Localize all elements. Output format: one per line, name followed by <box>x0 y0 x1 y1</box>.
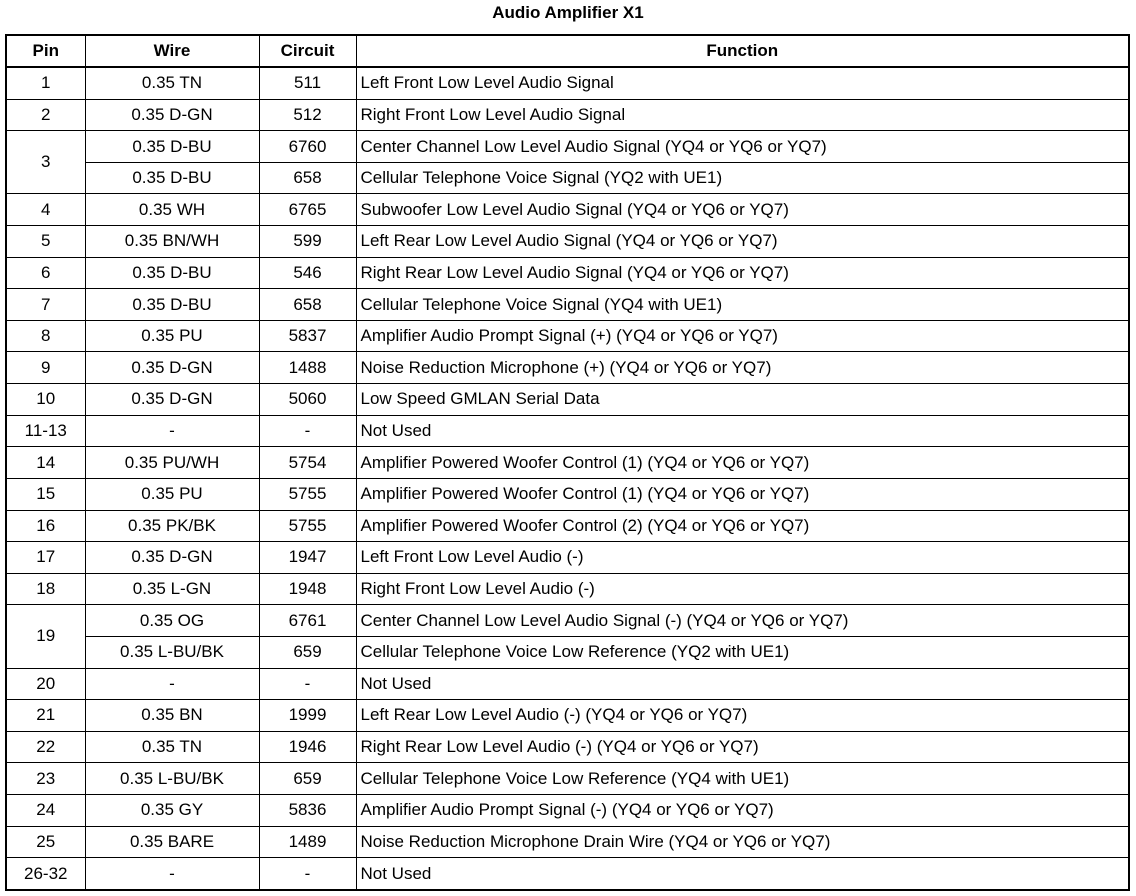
table-row <box>6 352 1129 384</box>
wire-cell: 0.35 L-BU/BK <box>85 763 259 795</box>
circuit-cell: - <box>259 668 356 700</box>
pin-cell: 10 <box>6 384 85 416</box>
pin-cell: 22 <box>6 731 85 763</box>
wire-cell: 0.35 D-GN <box>85 542 259 574</box>
function-cell: Center Channel Low Level Audio Signal (-) (YQ4 or YQ6 or YQ7) <box>356 605 1129 637</box>
pin-cell: 2 <box>6 99 85 131</box>
function-cell: Subwoofer Low Level Audio Signal (YQ4 or YQ6 or YQ7) <box>356 194 1129 226</box>
function-cell: Noise Reduction Microphone Drain Wire (YQ4 or YQ6 or YQ7) <box>356 826 1129 858</box>
table-row <box>6 447 1129 479</box>
function-cell: Amplifier Powered Woofer Control (2) (YQ4 or YQ6 or YQ7) <box>356 510 1129 542</box>
function-cell: Right Rear Low Level Audio Signal (YQ4 or YQ6 or YQ7) <box>356 257 1129 289</box>
wire-cell: 0.35 D-BU <box>85 131 259 163</box>
wire-cell: 0.35 TN <box>85 67 259 99</box>
function-cell: Amplifier Powered Woofer Control (1) (YQ4 or YQ6 or YQ7) <box>356 478 1129 510</box>
pin-cell: 26-32 <box>6 858 85 890</box>
pin-cell: 5 <box>6 226 85 258</box>
wire-cell: 0.35 TN <box>85 731 259 763</box>
page-title: Audio Amplifier X1 <box>492 3 644 22</box>
circuit-cell: 1948 <box>259 573 356 605</box>
wire-column-header: Wire <box>85 35 259 67</box>
wire-cell: 0.35 BARE <box>85 826 259 858</box>
table-row <box>6 257 1129 289</box>
table-row <box>6 131 1129 163</box>
table-row <box>6 320 1129 352</box>
pin-cell: 4 <box>6 194 85 226</box>
wire-cell: 0.35 D-GN <box>85 384 259 416</box>
table-body <box>6 67 1129 890</box>
wire-cell: - <box>85 858 259 890</box>
function-cell: Right Front Low Level Audio Signal <box>356 99 1129 131</box>
circuit-cell: 659 <box>259 763 356 795</box>
wire-cell: - <box>85 668 259 700</box>
circuit-cell: 511 <box>259 67 356 99</box>
pin-cell: 18 <box>6 573 85 605</box>
table-row <box>6 826 1129 858</box>
function-cell: Not Used <box>356 668 1129 700</box>
table-row <box>6 542 1129 574</box>
wire-cell: 0.35 L-BU/BK <box>85 636 259 668</box>
wire-cell: 0.35 PK/BK <box>85 510 259 542</box>
function-cell: Not Used <box>356 415 1129 447</box>
pin-cell: 8 <box>6 320 85 352</box>
circuit-cell: 1488 <box>259 352 356 384</box>
circuit-cell: 512 <box>259 99 356 131</box>
pin-cell: 9 <box>6 352 85 384</box>
wire-cell: 0.35 WH <box>85 194 259 226</box>
pin-column-header: Pin <box>6 35 85 67</box>
function-cell: Not Used <box>356 858 1129 890</box>
circuit-cell: 5755 <box>259 510 356 542</box>
function-cell: Noise Reduction Microphone (+) (YQ4 or YQ6 or YQ7) <box>356 352 1129 384</box>
wire-cell: 0.35 D-GN <box>85 352 259 384</box>
table-row <box>6 67 1129 99</box>
circuit-cell: 6761 <box>259 605 356 637</box>
function-cell: Right Rear Low Level Audio (-) (YQ4 or YQ6 or YQ7) <box>356 731 1129 763</box>
table-row <box>6 573 1129 605</box>
circuit-cell: 1489 <box>259 826 356 858</box>
function-cell: Cellular Telephone Voice Low Reference (YQ4 with UE1) <box>356 763 1129 795</box>
table-row <box>6 478 1129 510</box>
pin-cell: 15 <box>6 478 85 510</box>
table-row <box>6 289 1129 321</box>
table-row <box>6 763 1129 795</box>
function-cell: Cellular Telephone Voice Signal (YQ2 with UE1) <box>356 162 1129 194</box>
wire-cell: - <box>85 415 259 447</box>
function-cell: Center Channel Low Level Audio Signal (YQ4 or YQ6 or YQ7) <box>356 131 1129 163</box>
pin-cell: 14 <box>6 447 85 479</box>
table-row <box>6 731 1129 763</box>
table-row <box>6 194 1129 226</box>
circuit-cell: - <box>259 858 356 890</box>
circuit-cell: 5060 <box>259 384 356 416</box>
function-cell: Amplifier Powered Woofer Control (1) (YQ4 or YQ6 or YQ7) <box>356 447 1129 479</box>
pin-cell: 21 <box>6 700 85 732</box>
function-cell: Left Front Low Level Audio (-) <box>356 542 1129 574</box>
pin-cell: 7 <box>6 289 85 321</box>
pin-cell: 1 <box>6 67 85 99</box>
table-row <box>6 795 1129 827</box>
table-row <box>6 668 1129 700</box>
wire-cell: 0.35 PU/WH <box>85 447 259 479</box>
circuit-cell: 1946 <box>259 731 356 763</box>
wire-cell: 0.35 D-BU <box>85 162 259 194</box>
circuit-cell: 1947 <box>259 542 356 574</box>
pin-cell: 3 <box>6 131 85 194</box>
circuit-cell: 599 <box>259 226 356 258</box>
function-cell: Amplifier Audio Prompt Signal (-) (YQ4 or YQ6 or YQ7) <box>356 795 1129 827</box>
function-cell: Left Rear Low Level Audio Signal (YQ4 or YQ6 or YQ7) <box>356 226 1129 258</box>
wire-cell: 0.35 BN <box>85 700 259 732</box>
circuit-cell: 5836 <box>259 795 356 827</box>
circuit-cell: 1999 <box>259 700 356 732</box>
circuit-cell: 546 <box>259 257 356 289</box>
pinout-table <box>5 34 1130 891</box>
function-cell: Right Front Low Level Audio (-) <box>356 573 1129 605</box>
circuit-cell: 5755 <box>259 478 356 510</box>
wire-cell: 0.35 PU <box>85 478 259 510</box>
pin-cell: 24 <box>6 795 85 827</box>
function-column-header: Function <box>356 35 1129 67</box>
function-cell: Left Rear Low Level Audio (-) (YQ4 or YQ6 or YQ7) <box>356 700 1129 732</box>
function-cell: Cellular Telephone Voice Signal (YQ4 with UE1) <box>356 289 1129 321</box>
circuit-column-header: Circuit <box>259 35 356 67</box>
pin-cell: 6 <box>6 257 85 289</box>
table-row <box>6 226 1129 258</box>
wire-cell: 0.35 BN/WH <box>85 226 259 258</box>
wire-cell: 0.35 GY <box>85 795 259 827</box>
wire-cell: 0.35 OG <box>85 605 259 637</box>
circuit-cell: 658 <box>259 289 356 321</box>
table-row <box>6 700 1129 732</box>
wire-cell: 0.35 D-BU <box>85 257 259 289</box>
function-cell: Amplifier Audio Prompt Signal (+) (YQ4 or YQ6 or YQ7) <box>356 320 1129 352</box>
wire-cell: 0.35 L-GN <box>85 573 259 605</box>
pin-cell: 11-13 <box>6 415 85 447</box>
pin-cell: 20 <box>6 668 85 700</box>
function-cell: Left Front Low Level Audio Signal <box>356 67 1129 99</box>
table-row <box>6 858 1129 890</box>
circuit-cell: 5837 <box>259 320 356 352</box>
wire-cell: 0.35 D-BU <box>85 289 259 321</box>
circuit-cell: 658 <box>259 162 356 194</box>
pin-cell: 23 <box>6 763 85 795</box>
table-row <box>6 99 1129 131</box>
table-row <box>6 510 1129 542</box>
wire-cell: 0.35 D-GN <box>85 99 259 131</box>
pin-cell: 19 <box>6 605 85 668</box>
function-cell: Cellular Telephone Voice Low Reference (YQ2 with UE1) <box>356 636 1129 668</box>
table-row <box>6 384 1129 416</box>
wire-cell: 0.35 PU <box>85 320 259 352</box>
table-header-row <box>6 35 1129 67</box>
circuit-cell: 6765 <box>259 194 356 226</box>
function-cell: Low Speed GMLAN Serial Data <box>356 384 1129 416</box>
table-row <box>6 605 1129 637</box>
pin-cell: 25 <box>6 826 85 858</box>
circuit-cell: - <box>259 415 356 447</box>
circuit-cell: 659 <box>259 636 356 668</box>
circuit-cell: 6760 <box>259 131 356 163</box>
table-row <box>6 636 1129 668</box>
pin-cell: 17 <box>6 542 85 574</box>
table-row <box>6 162 1129 194</box>
table-row <box>6 415 1129 447</box>
pin-cell: 16 <box>6 510 85 542</box>
circuit-cell: 5754 <box>259 447 356 479</box>
